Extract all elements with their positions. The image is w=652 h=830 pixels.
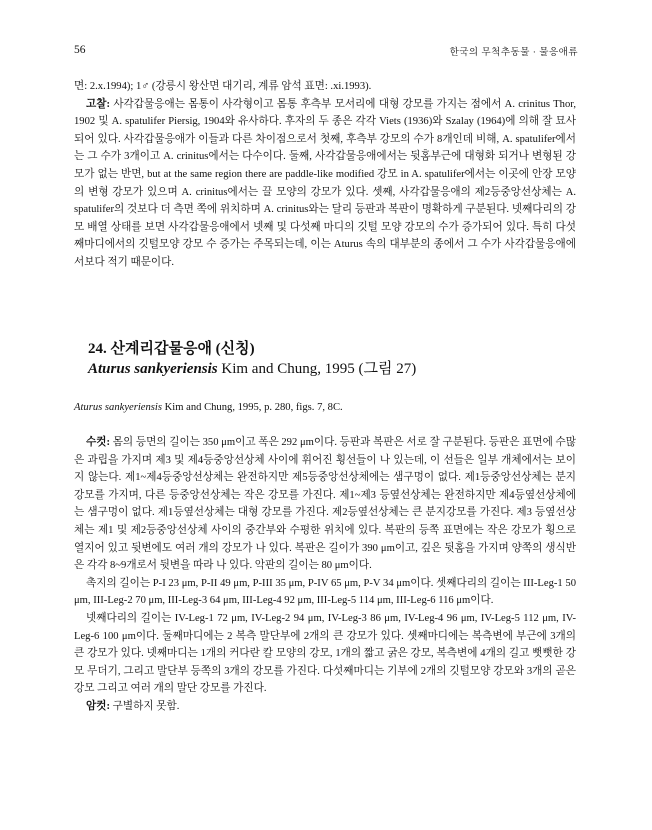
female-label: 암컷: [86, 700, 110, 712]
female-text: 구별하지 못함. [112, 700, 180, 712]
leg4-paragraph: 넷째다리의 길이는 IV-Leg-1 72 μm, IV-Leg-2 94 μm, IV-Leg-3 86 μm, IV-Leg-4 96 μm, IV-Leg-5 112 μm, IV-Leg-6 100 μm이다. 둘째마디에는 2 복측 말단부에 2개의 큰 강모가 있다. 셋째마디에는 복측변에 부근에 3개의 큰 강모가 있다. 넷째마디는 1개의 커다란 칼 모양의 강모, 1개의 짧고 굵은 강모, 복측변에 4개의 길고 뻣뻣한 강모 무더기, 그리고 말단부 등쪽의 3개의 강모를 가진다. 다섯째마디는 기부에 2개의 깃털모양 강모와 3개의 곧은 강모 그리고 여러 개의 말단 강모를 가진다. [74, 612, 576, 695]
remarks-paragraph [74, 96, 576, 272]
citation-sci-name: Aturus sankyeriensis [74, 402, 162, 413]
male-paragraph [74, 434, 576, 575]
species-citation [74, 402, 343, 413]
species-heading [88, 339, 416, 379]
figure-reference: (그림 27) [358, 361, 417, 377]
remarks-label: 고찰: [86, 98, 110, 110]
palp-paragraph: 촉지의 길이는 P-I 23 μm, P-II 49 μm, P-III 35 μm, P-IV 65 μm, P-V 34 μm이다. 셋째다리의 길이는 III-Leg-1 50 μm, III-Leg-2 70 μm, III-Leg-3 64 μm, III-Leg-4 92 μm, III-Leg-5 114 μm, III-Leg-6 116 μm이다. [74, 577, 576, 607]
material-line: 면: 2.x.1994); 1♂ (강릉시 왕산면 대기리, 계류 암석 표면: .xi.1993). [74, 81, 372, 92]
female-paragraph [74, 698, 576, 716]
species-name-line [88, 359, 416, 379]
male-text: 몸의 등면의 길이는 350 μm이고 폭은 292 μm이다. 등판과 복판은 서로 잘 구분된다. 등판은 표면에 수많은 과립을 가지며 제3 및 제4등중앙선상체 사이에 휘어진 횡선들이 나 있는데, 이 선들은 일부 개체에서는 보이지 않는다. 제1~제4등중앙선상체는 완전하지만 제5등중앙선상체에는 샘구멍이 없다. 제1등중앙선상체는 분지강모를 가지며, 다른 등중앙선상체는 작은 강모를 가진다. 제1~제3 등옆선상체는 완전하지만 제4등옆선상체에는 샘구멍이 없다. 제1등옆선상체는 대형 강모를 가진다. 제2등옆선상체는 큰 분지강모를 가진다. 제3 등옆선상체는 제1 및 제2등중앙선상체 사이의 중간부와 수평한 위치에 있다. 복판의 등쪽 표면에는 작은 강모가 횡으로 열지어 있고 뒷변에도 여러 개의 강모가 나 있다. 복판은 길이가 390 μm이고, 깊은 뒷홈을 가지며 양쪽의 생식반은 각각 8~9개로서 뒷변을 따라 나 있다. 악판의 길이는 80 μm이다. [74, 437, 576, 572]
remarks-section [74, 78, 576, 272]
male-label: 수컷: [86, 437, 110, 448]
page-number: 56 [74, 44, 86, 56]
species-scientific-name: Aturus sankyeriensis [88, 361, 218, 377]
species-author: Kim and Chung, 1995 [221, 361, 355, 377]
description-section [74, 434, 576, 716]
book-title: 한국의 무척추동물 · 물응애류 [449, 48, 578, 58]
species-number-title: 24. 산계리갑물응애 (신칭) [88, 341, 255, 357]
remarks-text: 사각갑물응애는 몸통이 사각형이고 몸통 후측부 모서리에 대형 강모를 가지는 점에서 A. crinitus Thor, 1902 및 A. spatulifer Piersig, 1904와 유사하다. 후자의 두 종은 각각 Viets (1936)와 Szalay (1964)에 의해 잘 묘사되어 있다. 사각갑물응애가 이들과 다른 차이점으로서 첫째, 후측부 강모의 수가 8개인데 비해, A. spatulifer에서는 그 수가 3개이고 A. crinitus에서는 다수이다. 둘째, 사각갑물응애에서는 뒷홈부근에 대형화 되거나 변형된 강모가 없는 반면, but at the same region there are paddle-like modified 강모 in A. spatulifer에서는 이곳에 안장 모양의 변형 강모가 있으며 A. crinitus에서는 끌 모양의 강모가 있다. 셋째, 사각갑물응애의 제2등중앙선상체는 A. spatulifer의 것보다 더 측면 쪽에 위치하며 A. crinitus와는 달리 등판과 복판이 명확하게 구분된다. 넷째다리의 강모 배열 상태를 보면 사각갑물응애에서 넷째 및 다섯째 마디의 깃털 모양 강모의 수가 증가되어 있다. 특히 다섯째마디에서의 깃털모양 강모 수 증가는 주목되는데, 이는 Aturus 속의 대부분의 종에서 그 수가 사각갑물응애에서보다 적기 때문이다. [74, 98, 577, 268]
running-header [74, 44, 578, 60]
citation-details: Kim and Chung, 1995, p. 280, figs. 7, 8C. [164, 402, 343, 413]
